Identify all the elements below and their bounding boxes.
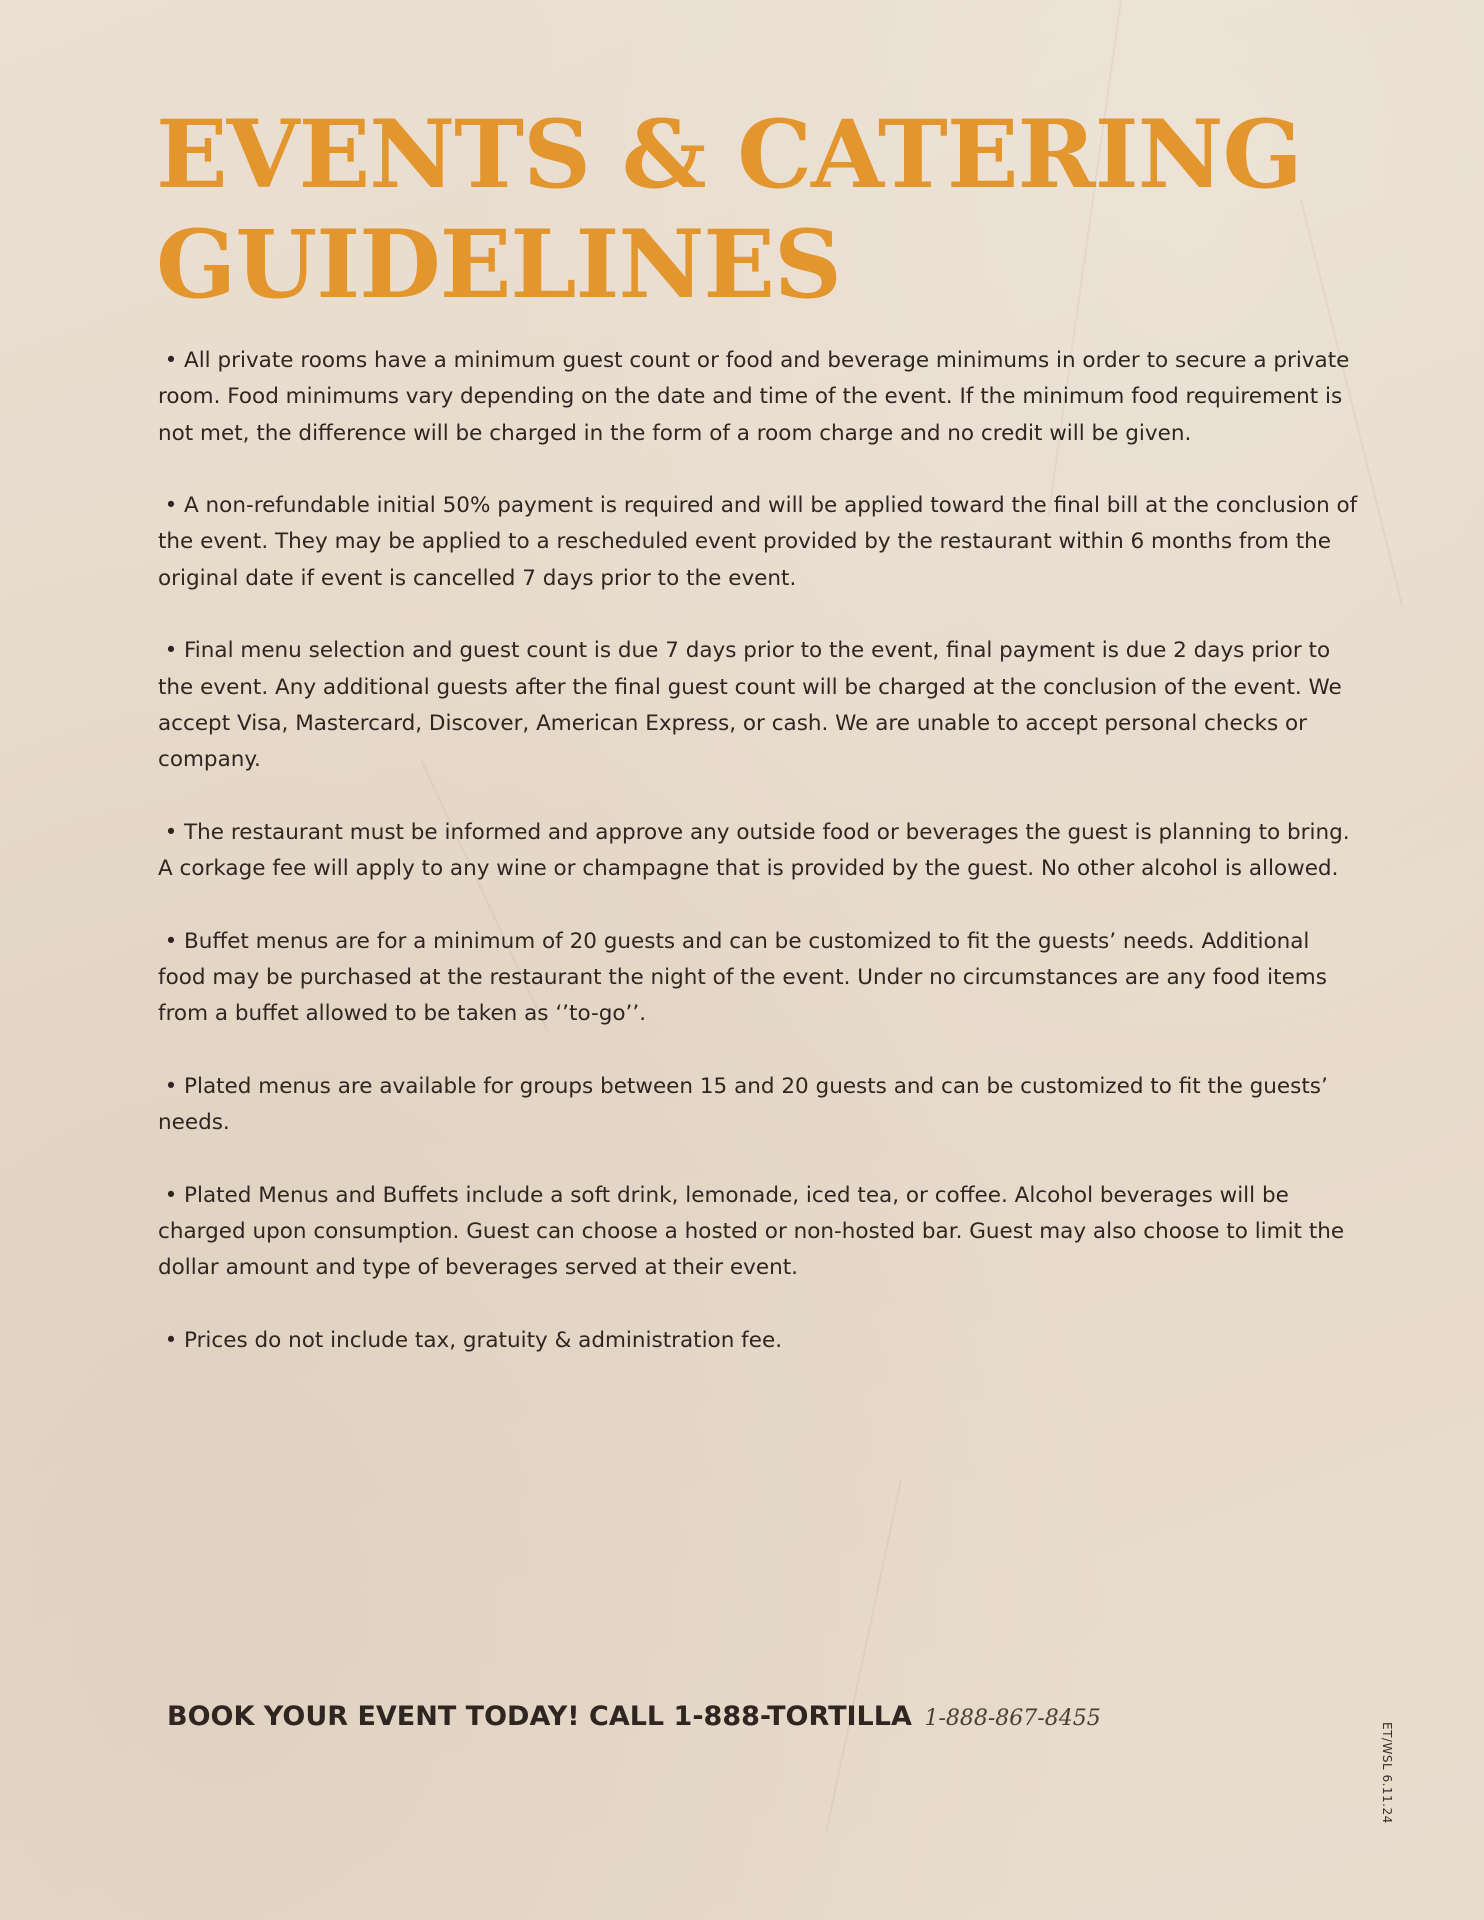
booking-call-to-action: [167, 1697, 1101, 1739]
bullet-icon: •: [164, 1073, 178, 1099]
guideline-item-prices: [158, 1323, 1358, 1359]
guideline-text: The restaurant must be informed and approve any outside food or beverages the guest is planning to bring. A corkage fee will apply to any wine or champagne that is provided by the guest. No other alcohol is allowed.: [158, 819, 1350, 882]
guideline-text: Plated menus are available for groups between 15 and 20 guests and can be customized to fit the guests’ needs.: [158, 1073, 1328, 1136]
guideline-text: Prices do not include tax, gratuity & administration fee.: [184, 1328, 783, 1354]
page-title-line-1: EVENTS & CATERING: [156, 100, 1302, 210]
guideline-item-beverages: [158, 1178, 1358, 1287]
phone-number: 1-888-867-8455: [924, 1706, 1101, 1731]
bullet-icon: •: [164, 493, 178, 519]
page-title: [156, 100, 1356, 320]
guideline-item-room-minimums: [158, 343, 1358, 452]
page-title-line-2: GUIDELINES: [156, 210, 841, 320]
bullet-icon: •: [164, 348, 178, 373]
guideline-item-final-menu: [158, 633, 1358, 778]
bullet-icon: •: [164, 928, 178, 954]
guideline-text: All private rooms have a minimum guest count or food and beverage minimums in order to secure a private room. Food minimums vary depending on the date and time of the event. If the minimum food requirement is not met, the difference will be charged in the form of a room charge and no credit will be given.: [158, 348, 1350, 446]
guideline-text: Plated Menus and Buffets include a soft drink, lemonade, iced tea, or coffee. Alcohol beverages will be charged upon consumption. Guest can choose a hosted or non-hosted bar. Guest may also choose to limit the dollar amount and type of beverages served at their event.: [158, 1182, 1345, 1281]
guideline-item-outside-food: [158, 815, 1358, 888]
bullet-icon: •: [164, 638, 178, 664]
cta-text: BOOK YOUR EVENT TODAY! CALL 1-888-TORTILLA: [167, 1701, 912, 1732]
guideline-text: A non-refundable initial 50% payment is required and will be applied toward the final bill at the conclusion of the event. They may be applied to a rescheduled event provided by the restaurant within 6 months from the original date if event is cancelled 7 days prior to the event.: [158, 493, 1358, 591]
guideline-text: Final menu selection and guest count is due 7 days prior to the event, final payment is due 2 days prior to the event. Any additional guests after the final guest count will be charged at the conclusion of the event. We accept Visa, Mastercard, Discover, American Express, or cash. We are unable to accept personal checks or company.: [158, 638, 1342, 773]
guideline-item-plated-menus: [158, 1069, 1358, 1142]
bullet-icon: •: [164, 1328, 178, 1354]
guideline-item-initial-payment: [158, 488, 1358, 597]
guideline-text: Buffet menus are for a minimum of 20 guests and can be customized to fit the guests’ needs. Additional food may be purchased at the restaurant the night of the event. Under no circumstances are any food items from a buffet allowed to be taken as ‘’to-go’’.: [158, 928, 1327, 1027]
bullet-icon: •: [164, 819, 178, 845]
version-code: ET/WSL 6.11.24: [1380, 1722, 1394, 1824]
guideline-item-buffet-menus: [158, 924, 1358, 1033]
guidelines-list: [158, 343, 1358, 1396]
bullet-icon: •: [164, 1182, 178, 1208]
paper-texture: [825, 1480, 902, 1833]
